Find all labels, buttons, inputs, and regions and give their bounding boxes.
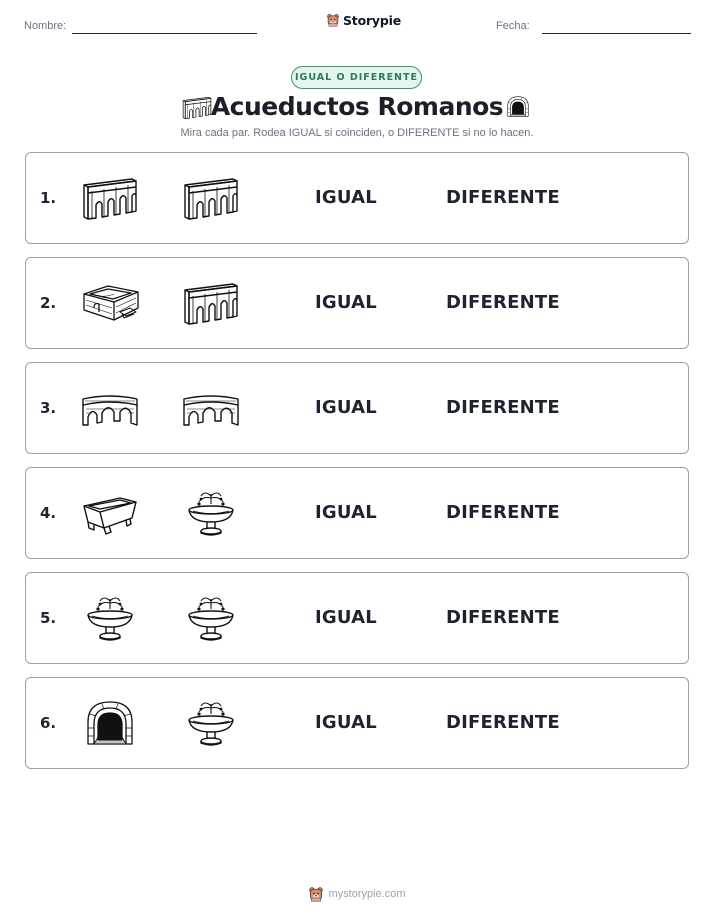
arch-bridge-icon <box>181 385 241 433</box>
question-number: 2. <box>40 294 57 312</box>
aqueduct-icon <box>80 175 140 223</box>
question-number: 5. <box>40 609 57 627</box>
question-row <box>25 467 689 559</box>
footer-url: mystorypie.com <box>328 888 406 900</box>
aqueduct-icon <box>181 175 241 223</box>
bear-mascot-icon <box>326 12 340 28</box>
option-igual[interactable]: IGUAL <box>315 187 377 208</box>
bath-pool-icon <box>80 280 140 328</box>
option-diferente[interactable]: DIFERENTE <box>446 712 560 733</box>
question-row <box>25 257 689 349</box>
question-row <box>25 362 689 454</box>
option-igual[interactable]: IGUAL <box>315 712 377 733</box>
brand-name: Storypie <box>343 12 401 28</box>
trough-icon <box>80 490 140 538</box>
bear-mascot-icon <box>308 885 324 903</box>
option-diferente[interactable]: DIFERENTE <box>446 397 560 418</box>
name-write-line[interactable] <box>72 33 257 34</box>
fountain-icon <box>80 595 140 643</box>
question-number: 1. <box>40 189 57 207</box>
brand-logo <box>326 12 401 28</box>
question-row <box>25 572 689 664</box>
option-diferente[interactable]: DIFERENTE <box>446 607 560 628</box>
fountain-icon <box>181 595 241 643</box>
activity-badge: IGUAL O DIFERENTE <box>291 66 422 89</box>
tunnel-icon <box>504 92 532 122</box>
option-igual[interactable]: IGUAL <box>315 397 377 418</box>
question-number: 4. <box>40 504 57 522</box>
page-title: Acueductos Romanos <box>210 92 504 121</box>
aqueduct-icon <box>181 280 241 328</box>
option-diferente[interactable]: DIFERENTE <box>446 187 560 208</box>
date-label: Fecha: <box>496 20 530 32</box>
footer <box>0 885 714 903</box>
fountain-icon <box>181 490 241 538</box>
question-row <box>25 677 689 769</box>
option-igual[interactable]: IGUAL <box>315 607 377 628</box>
arch-bridge-icon <box>80 385 140 433</box>
tunnel-icon <box>80 700 140 748</box>
question-row <box>25 152 689 244</box>
date-write-line[interactable] <box>542 33 691 34</box>
fountain-icon <box>181 700 241 748</box>
option-igual[interactable]: IGUAL <box>315 502 377 523</box>
option-diferente[interactable]: DIFERENTE <box>446 502 560 523</box>
question-number: 6. <box>40 714 57 732</box>
question-number: 3. <box>40 399 57 417</box>
instructions: Mira cada par. Rodea IGUAL si coinciden, o DIFERENTE si no lo hacen. <box>180 127 534 139</box>
option-igual[interactable]: IGUAL <box>315 292 377 313</box>
option-diferente[interactable]: DIFERENTE <box>446 292 560 313</box>
name-label: Nombre: <box>24 20 67 32</box>
